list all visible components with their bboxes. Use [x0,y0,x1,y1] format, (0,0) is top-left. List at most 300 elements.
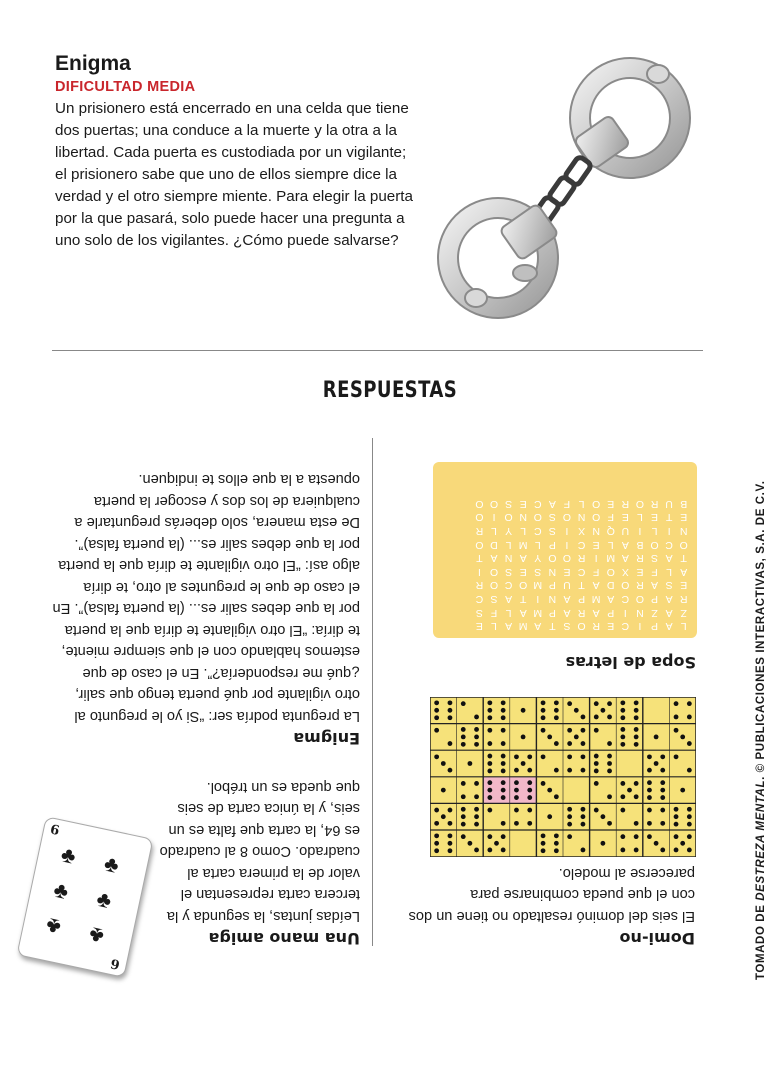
answer-enigma-title: Enigma [293,729,360,748]
domino-pip [581,715,586,720]
domino-pip [521,708,526,713]
word-search-letter: A [651,579,659,592]
answer-domino [405,860,695,948]
word-search-letter: R [650,497,659,510]
word-search-letter: R [475,579,484,592]
domino-pip [441,814,446,819]
domino-pip [581,848,586,853]
domino-pip [567,701,572,706]
word-search-letter: A [534,620,542,633]
domino-pip [434,754,439,759]
domino-pip [487,788,492,793]
word-search-row [472,551,691,565]
word-search-row [472,524,691,538]
word-search-letter: L [680,620,687,633]
domino-pip [547,788,552,793]
domino-pip [474,807,479,812]
word-search-letter: Z [651,606,658,619]
word-search-letter: R [679,593,688,606]
word-search-letter: M [518,538,528,551]
word-search-letter: B [680,497,688,510]
domino-pip [620,708,625,713]
domino-pip [461,807,466,812]
domino-pip [680,788,685,793]
word-search-letter: O [504,511,513,524]
domino-pip [581,807,586,812]
domino-pip [461,727,466,732]
domino-pip [567,834,572,839]
domino-pip [541,728,546,733]
credit-prefix: TOMADO DE [755,900,767,980]
word-search-letter: P [548,606,556,619]
word-search-letter: M [533,579,543,592]
domino-pip [501,788,506,793]
word-search-letter: N [636,606,644,619]
domino-pip [554,794,559,799]
domino-pip [501,708,506,713]
domino-pip [680,841,685,846]
domino-pip [527,821,532,826]
word-search-letter: E [519,497,527,510]
domino-pip [634,708,639,713]
domino-pip [574,708,579,713]
domino-pip [461,742,466,747]
domino-pip [620,727,625,732]
word-search-letter: O [592,497,601,510]
word-search-letter: Q [606,525,615,538]
word-search-letter: D [606,579,615,592]
word-search-letter: A [592,606,600,619]
word-search-letter: X [578,525,586,538]
domino-pip [474,735,479,740]
word-search-letter: S [548,511,556,524]
domino-pip [514,808,519,813]
domino-pip [487,700,492,705]
word-search-letter: M [606,552,616,565]
word-search-letter: B [636,538,644,551]
word-search-letter: N [577,511,586,524]
word-search-letter: N [548,565,557,578]
domino-pip [620,808,625,813]
domino-pip [501,795,506,800]
domino-pip [487,754,492,759]
domino-pip [527,788,532,793]
word-search-letter: S [563,620,571,633]
word-search-letter: P [607,606,615,619]
domino-grid [430,697,696,857]
domino-pip [687,768,692,773]
domino-pip [434,841,439,846]
word-search-letter: I [492,511,496,524]
domino-pip [620,735,625,740]
word-search-letter: P [651,593,659,606]
word-search-letter: T [665,511,673,524]
word-search-letter: C [621,593,630,606]
domino-pip [487,780,492,785]
domino-pip [461,834,466,839]
word-search-letter: F [607,511,614,524]
domino-pip [567,754,572,759]
word-search-letter: R [621,497,630,510]
word-search-letter: T [578,579,585,592]
domino-pip [660,848,665,853]
domino-pip [687,741,692,746]
word-search-letter: Y [534,552,542,565]
domino-pip [660,821,665,826]
domino-pip [448,848,453,853]
domino-pip [448,768,453,773]
word-search-letter: E [607,620,615,633]
domino-pip [461,781,466,786]
domino-pip [514,780,519,785]
domino-pip [627,788,632,793]
domino-pip [647,780,652,785]
word-search-letter: O [489,497,499,510]
word-search-letter: O [475,497,484,510]
word-search-letter: Z [680,606,687,619]
answer-mano-title: Una mano amiga [208,929,360,948]
word-search-letter: S [651,552,659,565]
domino-pip [607,794,612,799]
domino-pip [501,780,506,785]
domino-pip [554,741,559,746]
word-search-letter: O [548,552,557,565]
domino-pip [567,814,572,819]
word-search-letter: S [548,525,556,538]
domino-pip [594,728,599,733]
handcuffs-icon [430,48,700,323]
word-search-letter: L [578,497,585,510]
word-search-letter: P [651,620,659,633]
domino-pip [521,735,526,740]
domino-pip [647,834,652,839]
word-search-letter: D [490,538,498,551]
word-search-letter: O [621,579,630,592]
domino-pip [474,848,479,853]
domino-pip [594,715,599,720]
domino-pip [680,735,685,740]
domino-pip [607,741,612,746]
word-search-letter: O [650,538,659,551]
word-search-letter: P [548,579,556,592]
domino-highlight [483,777,510,804]
domino-pip [620,742,625,747]
club-suit-icon: ♣ [43,912,64,941]
domino-pip [501,700,506,705]
domino-pip [674,814,679,819]
word-search-letter: S [475,606,483,619]
word-search-letter: F [651,565,658,578]
domino-pip [487,741,492,746]
domino-pip [487,715,492,720]
domino-pip [501,741,506,746]
word-search-letter: T [549,620,556,633]
word-search-row [472,497,691,511]
word-search-letter: R [577,606,586,619]
word-search-letter: A [665,606,673,619]
domino-pip [660,795,665,800]
domino-pip [594,754,599,759]
word-search-letter: S [505,497,513,510]
domino-highlight [510,777,537,804]
playing-card [16,816,153,978]
word-search-letter: S [665,579,673,592]
domino-pip [474,715,479,720]
word-search-letter: O [562,511,572,524]
domino-pip [448,741,453,746]
domino-pip [601,841,606,846]
domino-pip [674,728,679,733]
word-search-letter: M [518,620,528,633]
word-search-letter: E [475,620,483,633]
word-search-letter: L [491,525,497,538]
domino-pip [514,754,519,759]
word-search-letter: R [592,620,600,633]
domino-pip [647,788,652,793]
word-search-letter: A [490,552,498,565]
domino-pip [647,808,652,813]
club-suit-icon: ♣ [58,841,79,869]
word-search-letter: L [491,620,497,633]
domino-pip [594,769,599,774]
domino-pip [620,794,625,799]
domino-pip [607,754,612,759]
word-search-letter: E [636,565,644,578]
domino-pip [487,808,492,813]
domino-pip [634,700,639,705]
domino-pip [461,822,466,827]
domino-pip [501,715,506,720]
domino-pip [634,794,639,799]
word-search-letter: O [475,538,484,551]
domino-pip [594,761,599,766]
word-search-letter: O [562,552,572,565]
word-search-letter: I [565,525,569,538]
word-search-letter: L [505,538,512,551]
domino-pip [441,761,446,766]
domino-pip [654,841,659,846]
word-search-letter: O [489,579,499,592]
word-search-row [472,565,691,579]
word-search-letter: T [680,552,687,565]
domino-pip [434,821,439,826]
word-search-letter: I [536,593,540,606]
word-search-letter: L [637,511,643,524]
domino-pip [541,754,546,759]
domino-pip [474,814,479,819]
word-search-letter: N [548,593,557,606]
domino-pip [527,795,532,800]
word-search-letter: C [621,620,630,633]
domino-pip [567,768,572,773]
word-search-letter: C [533,525,542,538]
word-search-letter: R [475,525,484,538]
club-suit-icon: ♣ [101,850,122,879]
domino-pip [594,701,599,706]
domino-pip [434,808,439,813]
domino-pip [474,742,479,747]
domino-pip [554,848,559,853]
word-search-letter: L [534,538,541,551]
word-search-letter: F [563,497,571,510]
domino-pip [687,834,692,839]
domino-pip [581,822,586,827]
domino-pip [468,761,473,766]
word-search-letter: I [638,620,642,633]
word-search-letter: T [476,552,483,565]
domino-pip [567,741,572,746]
word-search-letter: N [519,511,527,524]
domino-pip [501,761,506,766]
word-search-letter: E [680,579,688,592]
word-search-letter: A [665,620,673,633]
word-search-letter: A [665,593,673,606]
word-search-letter: E [651,511,659,524]
answer-enigma-text: La pregunta podría ser: “Si yo le pregunto al otro vigilante por qué puerta tengo que salir, ¿qué me respondería?”. En el caso de que estemos hablando con el que siempre miente, te diría: “El otro vigilante te diría que la puerta por la que debes salir es... (la puerta falsa)”. En el caso de que le preguntes al otro, te diría algo así: “El otro vigilante te diría que la puerta por la que debes salir es... (la puerta falsa)”. De esta manera, solo deberás preguntarle a cualquiera de los dos y escoger la puerta opuesta a la que ellos te indiquen. [52,471,360,724]
word-search-row [472,511,691,525]
domino-pip [660,768,665,773]
domino-pip [434,848,439,853]
domino-pip [501,754,506,759]
domino-pip [527,808,532,813]
word-search-letter: C [577,565,586,578]
word-search-letter: X [621,565,629,578]
domino-pip [647,768,652,773]
domino-pip [687,715,692,720]
domino-pip [634,821,639,826]
word-search-row [472,579,691,593]
domino-pip [674,701,679,706]
domino-pip [487,795,492,800]
domino-pip [474,822,479,827]
domino-pip [601,814,606,819]
column-divider [372,438,373,946]
word-search-letter: E [563,565,571,578]
domino-pip [554,768,559,773]
domino-pip [581,814,586,819]
word-search-letter: R [636,579,644,592]
word-search-letter: O [533,511,542,524]
domino-pip [554,700,559,705]
domino-pip [501,728,506,733]
word-search-row [472,538,691,552]
word-search-letter: P [578,593,586,606]
word-search-letter: O [592,511,601,524]
answer-mano [155,770,360,948]
domino-pip [487,761,492,766]
word-search-letter: O [519,579,528,592]
word-search-letter: L [651,525,658,538]
domino-pip [554,833,559,838]
word-search-letter: L [505,606,512,619]
word-search-letter: A [607,593,615,606]
word-search-letter: O [475,511,484,524]
domino-pip [494,841,499,846]
domino-pip [541,841,546,846]
credit-suffix: . © PUBLICACIONES INTERACTIVAS, S.A. DE C.V. [755,480,767,780]
credit-line [755,481,767,981]
domino-pip [647,821,652,826]
domino-pip [674,834,679,839]
word-search-letter: A [519,606,527,619]
word-search-row [472,619,691,633]
word-search-letter: A [505,593,513,606]
word-search-letter: N [679,525,688,538]
domino-pip [674,848,679,853]
word-search-row [472,592,691,606]
domino-pip [501,821,506,826]
word-search-letter: F [490,606,498,619]
domino-pip [654,735,659,740]
domino-pip [448,715,453,720]
word-search-letter: I [594,552,598,565]
answer-mano-text: Leídas juntas, la segunda y la tercera carta representan el valor de la primera carta al cuadrado. Como 8 al cuadrado es 64, la carta que falta es un seis, y la única carta de seis que queda es un trébol. [159,779,360,924]
word-search-letter: O [577,620,586,633]
domino-pip [448,808,453,813]
word-search-grid [433,462,697,638]
domino-pip [620,781,625,786]
club-suit-icon: ♣ [51,876,71,905]
word-search-letter: A [563,606,571,619]
domino-pip [660,808,665,813]
word-search-letter: A [519,552,527,565]
word-search-letter: I [667,525,671,538]
word-search-letter: R [636,552,644,565]
domino-pip [674,822,679,827]
domino-pip [514,795,519,800]
word-search-letter: A [680,565,688,578]
answer-sopa [560,648,696,672]
domino-pip [554,841,559,846]
domino-pip [521,761,526,766]
domino-pip [541,700,546,705]
word-search-letter: A [621,538,629,551]
word-search-letter: E [680,511,688,524]
domino-pip [434,708,439,713]
domino-pip [687,848,692,853]
domino-pip [487,728,492,733]
word-search-letter: A [548,497,556,510]
domino-pip [574,735,579,740]
domino-pip [487,708,492,713]
word-search-letter: E [519,565,527,578]
word-search-letter: A [621,552,629,565]
word-search-letter: O [606,565,615,578]
word-search-letter: I [638,525,642,538]
domino-pip [607,769,612,774]
domino-pip [567,728,572,733]
domino-pip [461,701,466,706]
domino-pip [541,708,546,713]
word-search-letter: E [592,538,600,551]
domino-pip [487,848,492,853]
domino-pip [468,841,473,846]
domino-pip [634,715,639,720]
word-search-letter: A [505,620,513,633]
word-search-letter: I [565,538,569,551]
word-search-letter: T [519,593,527,606]
domino-pip [541,715,546,720]
domino-pip [514,768,519,773]
answer-domino-text: El seis del dominó resaltado no tiene un dos con el que pueda combinarse para parecerse al modelo. [408,865,695,924]
domino-pip [527,780,532,785]
domino-pip [594,781,599,786]
word-search-letter: O [679,538,688,551]
domino-pip [554,715,559,720]
word-search-letter: L [607,538,614,551]
domino-pip [581,741,586,746]
word-search-letter: C [475,593,484,606]
